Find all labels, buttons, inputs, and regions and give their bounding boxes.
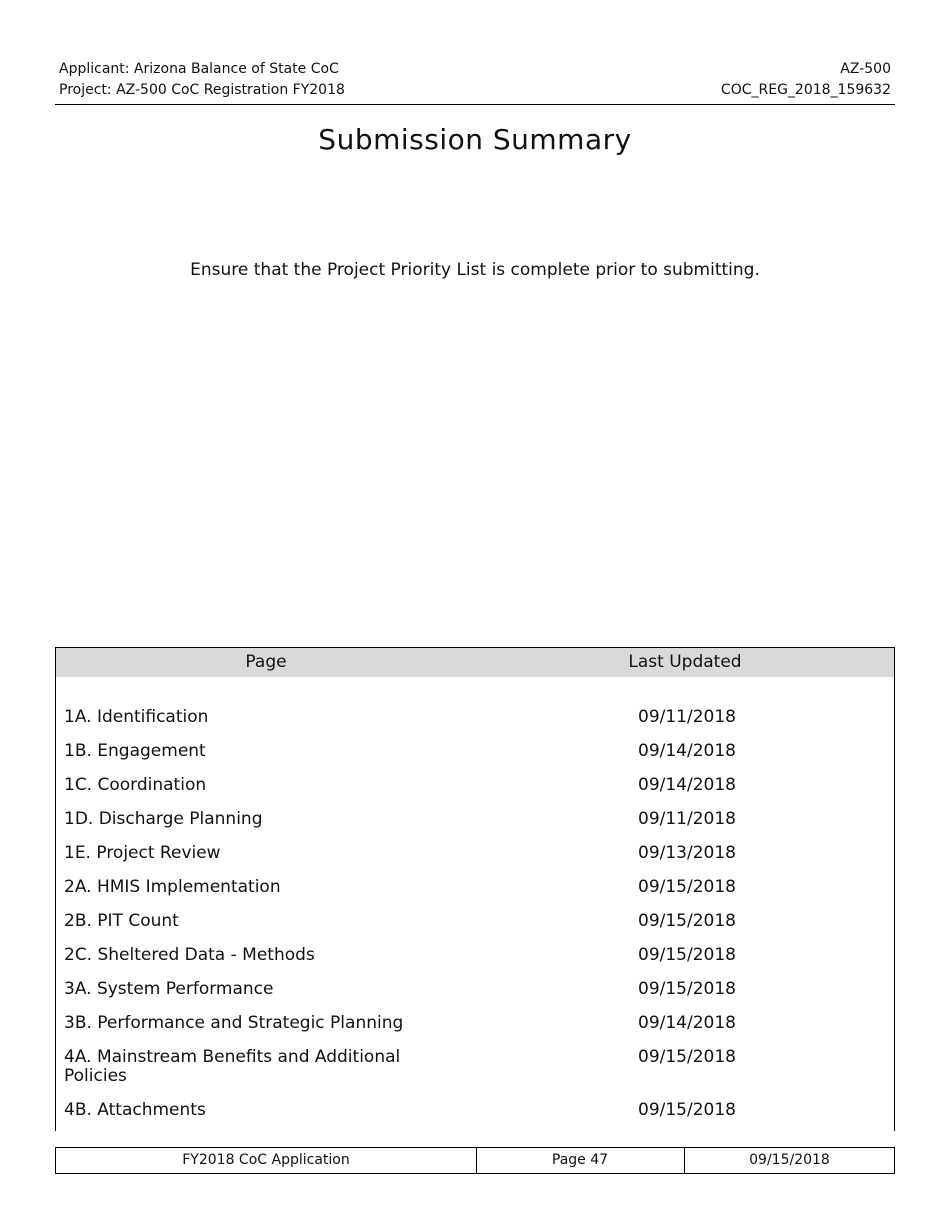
row-page-name: 3B. Performance and Strategic Planning bbox=[64, 1013, 404, 1033]
table-row bbox=[56, 977, 894, 1011]
row-last-updated: 09/14/2018 bbox=[638, 775, 736, 795]
table-body bbox=[56, 705, 894, 1132]
row-page-name: 3A. System Performance bbox=[64, 979, 274, 999]
row-last-updated: 09/13/2018 bbox=[638, 843, 736, 863]
row-page-name: 2B. PIT Count bbox=[64, 911, 179, 931]
table-row bbox=[56, 909, 894, 943]
table-row bbox=[56, 773, 894, 807]
row-page-name: 1E. Project Review bbox=[64, 843, 221, 863]
row-last-updated: 09/15/2018 bbox=[638, 877, 736, 897]
row-last-updated: 09/15/2018 bbox=[638, 911, 736, 931]
row-last-updated: 09/15/2018 bbox=[638, 945, 736, 965]
project-name: Project: AZ-500 CoC Registration FY2018 bbox=[59, 82, 345, 98]
applicant-name: Applicant: Arizona Balance of State CoC bbox=[59, 61, 339, 77]
table-header bbox=[56, 648, 894, 677]
table-row bbox=[56, 1098, 894, 1132]
column-header-page: Page bbox=[245, 652, 287, 672]
row-last-updated: 09/14/2018 bbox=[638, 741, 736, 761]
table-row bbox=[56, 1045, 894, 1098]
page-header bbox=[55, 58, 895, 105]
footer-date: 09/15/2018 bbox=[749, 1152, 830, 1168]
table-row bbox=[56, 1011, 894, 1045]
row-last-updated: 09/15/2018 bbox=[638, 1047, 736, 1067]
column-header-last-updated: Last Updated bbox=[628, 652, 742, 672]
row-last-updated: 09/15/2018 bbox=[638, 1100, 736, 1120]
row-last-updated: 09/11/2018 bbox=[638, 707, 736, 727]
row-page-name: 4B. Attachments bbox=[64, 1100, 206, 1120]
coc-number: AZ-500 bbox=[840, 61, 891, 77]
row-page-name: 2C. Sheltered Data - Methods bbox=[64, 945, 315, 965]
table-row bbox=[56, 875, 894, 909]
row-page-name: 1A. Identification bbox=[64, 707, 209, 727]
page-footer bbox=[55, 1147, 895, 1174]
page-title: Submission Summary bbox=[318, 123, 632, 156]
row-page-name: 4A. Mainstream Benefits and Additional Policies bbox=[64, 1047, 401, 1086]
table-row bbox=[56, 739, 894, 773]
row-page-name: 2A. HMIS Implementation bbox=[64, 877, 281, 897]
table-row bbox=[56, 943, 894, 977]
submission-summary-table bbox=[55, 647, 895, 1131]
row-last-updated: 09/14/2018 bbox=[638, 1013, 736, 1033]
row-page-name: 1C. Coordination bbox=[64, 775, 207, 795]
footer-page-number: Page 47 bbox=[476, 1148, 685, 1173]
table-row bbox=[56, 705, 894, 739]
table-row bbox=[56, 841, 894, 875]
registration-id: COC_REG_2018_159632 bbox=[720, 82, 891, 98]
row-last-updated: 09/11/2018 bbox=[638, 809, 736, 829]
submission-notice: Ensure that the Project Priority List is complete prior to submitting. bbox=[190, 260, 760, 280]
footer-application: FY2018 CoC Application bbox=[56, 1148, 477, 1173]
row-page-name: 1D. Discharge Planning bbox=[64, 809, 263, 829]
row-page-name: 1B. Engagement bbox=[64, 741, 206, 761]
table-row bbox=[56, 807, 894, 841]
row-last-updated: 09/15/2018 bbox=[638, 979, 736, 999]
